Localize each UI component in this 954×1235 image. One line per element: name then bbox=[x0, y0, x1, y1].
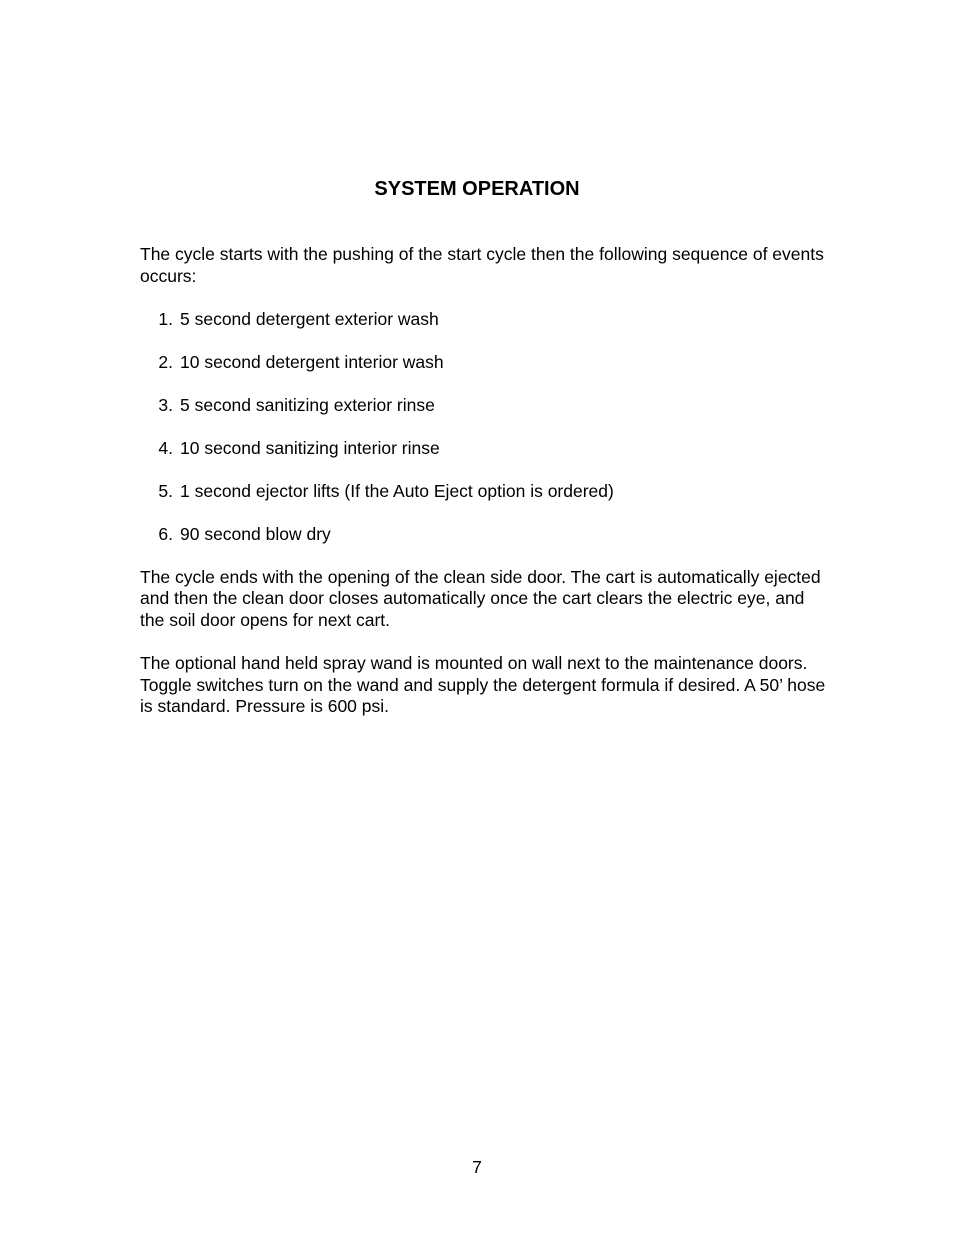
list-item bbox=[140, 309, 830, 331]
step-text: 10 second detergent interior wash bbox=[180, 351, 444, 372]
list-item bbox=[140, 481, 830, 503]
step-text: 5 second detergent exterior wash bbox=[180, 308, 439, 329]
step-number: 1. bbox=[158, 308, 173, 329]
step-number: 5. bbox=[158, 480, 173, 501]
operation-steps-list bbox=[140, 309, 830, 546]
document-body bbox=[140, 244, 830, 718]
step-number: 2. bbox=[158, 351, 173, 372]
list-item bbox=[140, 438, 830, 460]
step-text: 5 second sanitizing exterior rinse bbox=[180, 394, 435, 415]
page-number: 7 bbox=[472, 1157, 482, 1177]
step-text: 10 second sanitizing interior rinse bbox=[180, 437, 440, 458]
spray-wand-paragraph: The optional hand held spray wand is mounted on wall next to the maintenance doors. Toggle switches turn on the wand and supply the detergent formula if desired. A 50’ hose is standard. Pressure is 600 psi. bbox=[140, 653, 826, 717]
step-text: 1 second ejector lifts (If the Auto Eject option is ordered) bbox=[180, 480, 614, 501]
list-item bbox=[140, 524, 830, 546]
step-text: 90 second blow dry bbox=[180, 523, 331, 544]
list-item bbox=[140, 395, 830, 417]
step-number: 4. bbox=[158, 437, 173, 458]
intro-paragraph: The cycle starts with the pushing of the start cycle then the following sequence of events occurs: bbox=[140, 244, 824, 286]
list-item bbox=[140, 352, 830, 374]
step-number: 6. bbox=[158, 523, 173, 544]
cycle-end-paragraph: The cycle ends with the opening of the clean side door. The cart is automatically ejected and then the clean door closes automatically once the cart clears the electric eye, and the soil door opens for next cart. bbox=[140, 566, 821, 630]
step-number: 3. bbox=[158, 394, 173, 415]
page-title: SYSTEM OPERATION bbox=[374, 178, 580, 200]
